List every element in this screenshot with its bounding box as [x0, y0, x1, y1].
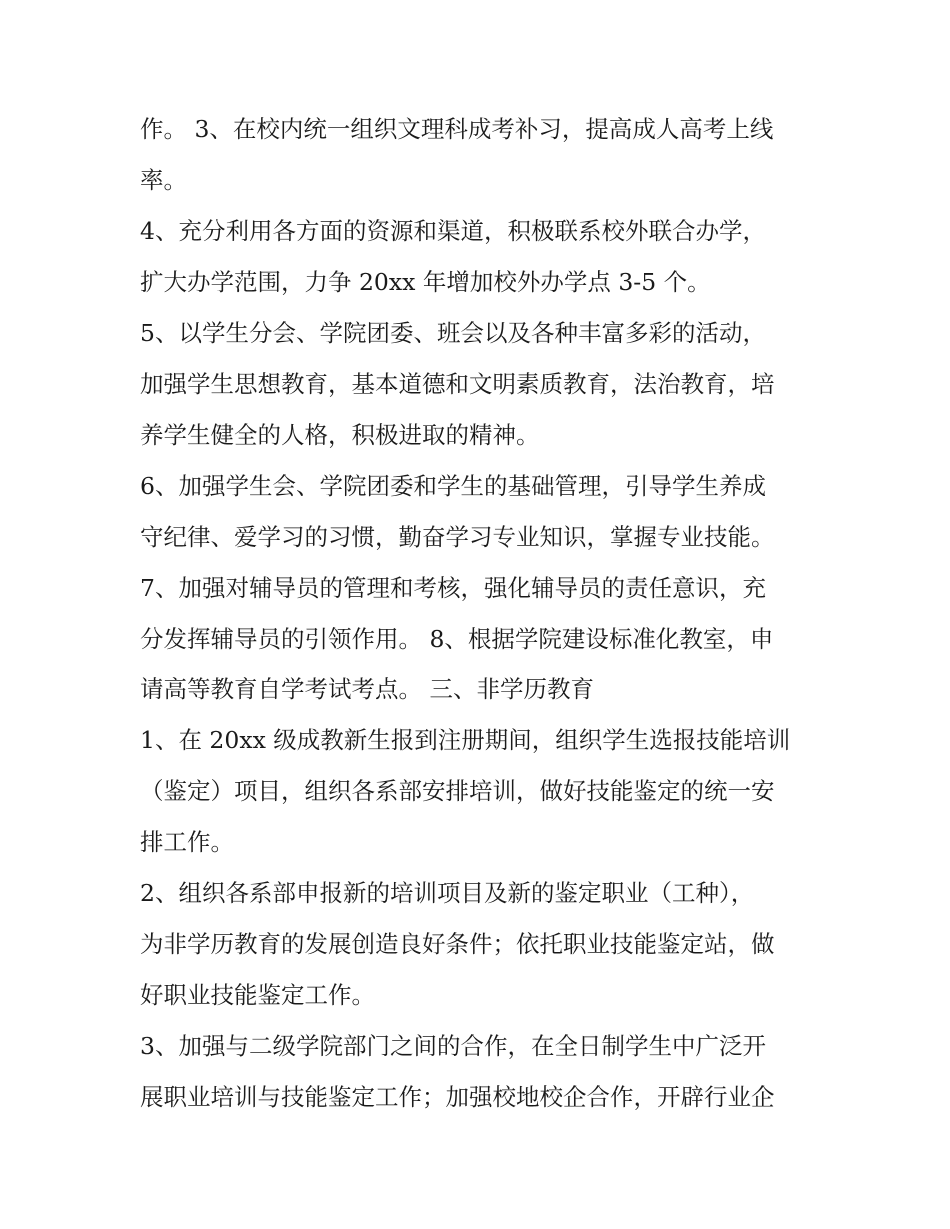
text-line: 加强学生思想教育，基本道德和文明素质教育，法治教育，培: [140, 370, 775, 398]
text-line: 5、以学生分会、学院团委、班会以及各种丰富多彩的活动，: [140, 319, 766, 347]
text-line: 排工作。: [140, 828, 234, 856]
text-line: 守纪律、爱学习的习惯，勤奋学习专业知识，掌握专业技能。: [140, 523, 775, 551]
text-line: 1、在 20xx 级成教新生报到注册期间，组织学生选报技能培训: [140, 726, 791, 754]
text-line: 分发挥辅导员的引领作用。 8、根据学院建设标准化教室，申: [140, 625, 774, 653]
text-line: 为非学历教育的发展创造良好条件；依托职业技能鉴定站，做: [140, 930, 775, 958]
text-line: 请高等教育自学考试考点。 三、非学历教育: [140, 675, 594, 703]
text-line: 养学生健全的人格，积极进取的精神。: [140, 421, 540, 449]
text-line: 展职业培训与技能鉴定工作；加强校地校企合作，开辟行业企: [140, 1083, 775, 1111]
text-line: 4、充分利用各方面的资源和渠道，积极联系校外联合办学，: [140, 217, 766, 245]
text-line: 2、组织各系部申报新的培训项目及新的鉴定职业（工种），: [140, 879, 755, 907]
text-line: 3、加强与二级学院部门之间的合作，在全日制学生中广泛开: [140, 1032, 766, 1060]
text-line: （鉴定）项目，组织各系部安排培训，做好技能鉴定的统一安: [140, 777, 775, 805]
text-line: 6、加强学生会、学院团委和学生的基础管理，引导学生养成: [140, 472, 766, 500]
text-line: 扩大办学范围，力争 20xx 年增加校外办学点 3-5 个。: [140, 268, 711, 296]
text-line: 作。 3、在校内统一组织文理科成考补习，提高成人高考上线: [140, 115, 774, 143]
text-line: 好职业技能鉴定工作。: [140, 981, 375, 1009]
text-line: 率。: [140, 166, 187, 194]
text-line: 7、加强对辅导员的管理和考核，强化辅导员的责任意识，充: [140, 574, 766, 602]
